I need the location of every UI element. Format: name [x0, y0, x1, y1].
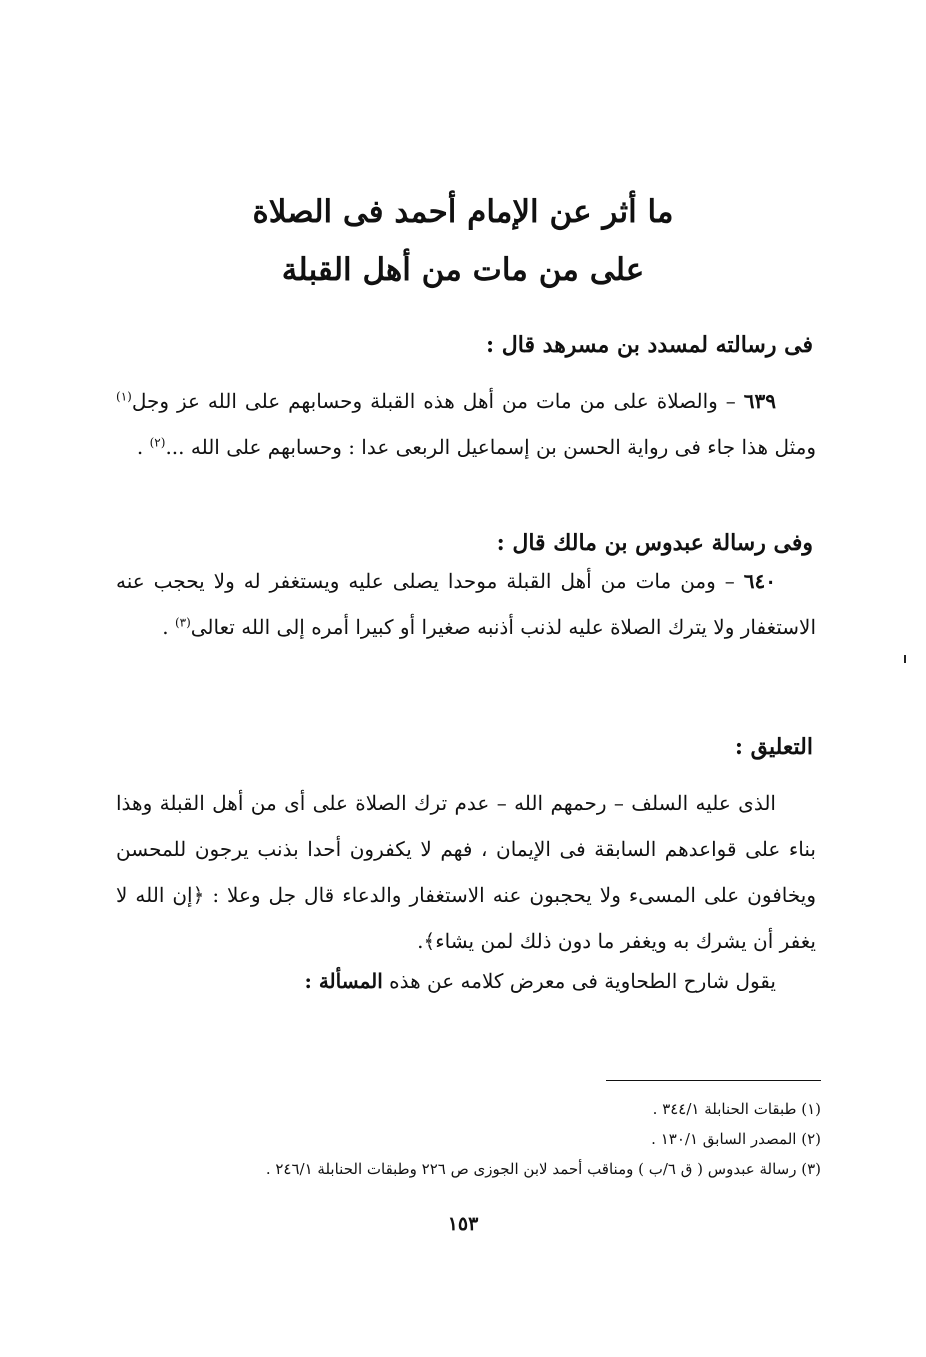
footnote-ref-3: (٣): [174, 615, 191, 630]
commentary-heading: التعليق :: [734, 734, 813, 760]
footnote-ref-1: (١): [116, 389, 132, 404]
narration-text: .: [162, 615, 175, 639]
footnote-separator: [606, 1080, 821, 1081]
narration-number: ٦٣٩: [743, 389, 776, 413]
page-title-line-1: ما أثر عن الإمام أحمد فى الصلاة: [252, 194, 674, 230]
closing-text: يقول شارح الطحاوية فى معرض كلامه عن هذه: [382, 969, 776, 993]
page-number: ١٥٣: [447, 1213, 479, 1235]
narration-text: ومثل هذا جاء فى رواية الحسن بن إسماعيل الربعى عدا : وحسابهم على الله ...: [165, 435, 816, 459]
commentary-closing-line: [116, 958, 816, 1004]
footnote-3: (٣) رسالة عبدوس ( ق ٦/ب ) ومناقب أحمد لابن الجوزى ص ٢٢٦ وطبقات الحنابلة ٢٤٦/١ .: [265, 1160, 821, 1178]
commentary-paragraph: الذى عليه السلف – رحمهم الله – عدم ترك الصلاة على أى من أهل القبلة وهذا بناء على قواعدهم السابقة فى الإيمان ، فهم لا يكفرون أحدا بذنب يرجون للمحسن ويخافون على المسىء ولا يحجبون عنه الاستغفار والدعاء قال جل وعلا : ﴿إن الله لا يغفر أن يشرك به ويغفر ما دون ذلك لمن يشاء﴾.: [116, 791, 816, 953]
narration-639: [116, 378, 816, 470]
footnote-2: (٢) المصدر السابق ١٣٠/١ .: [651, 1130, 821, 1148]
narration-text: .: [136, 435, 150, 459]
narration-text: – ومن مات من أهل القبلة موحدا يصلى عليه ويستغفر له ولا يحجب عنه الاستغفار ولا يترك الصلاة عليه لذنب أذنبه صغيرا أو كبيرا أمره إلى الله تعالى: [116, 569, 816, 639]
narration-number: ٦٤٠: [743, 569, 776, 593]
narration-640: [116, 558, 816, 650]
page-title-line-2: على من مات من أهل القبلة: [281, 252, 645, 288]
section-heading-abdus: وفى رسالة عبدوس بن مالك قال :: [496, 530, 813, 556]
closing-bold-word: المسألة :: [304, 969, 383, 993]
footnote-1: (١) طبقات الحنابلة ٣٤٤/١ .: [652, 1100, 821, 1118]
footnote-ref-2: (٢): [149, 435, 166, 450]
scan-mark: [904, 655, 906, 663]
section-heading-musaddad: فى رسالته لمسدد بن مسرهد قال :: [486, 332, 813, 358]
narration-text: – والصلاة على من مات من أهل هذه القبلة وحسابهم على الله عز وجل: [131, 389, 744, 413]
